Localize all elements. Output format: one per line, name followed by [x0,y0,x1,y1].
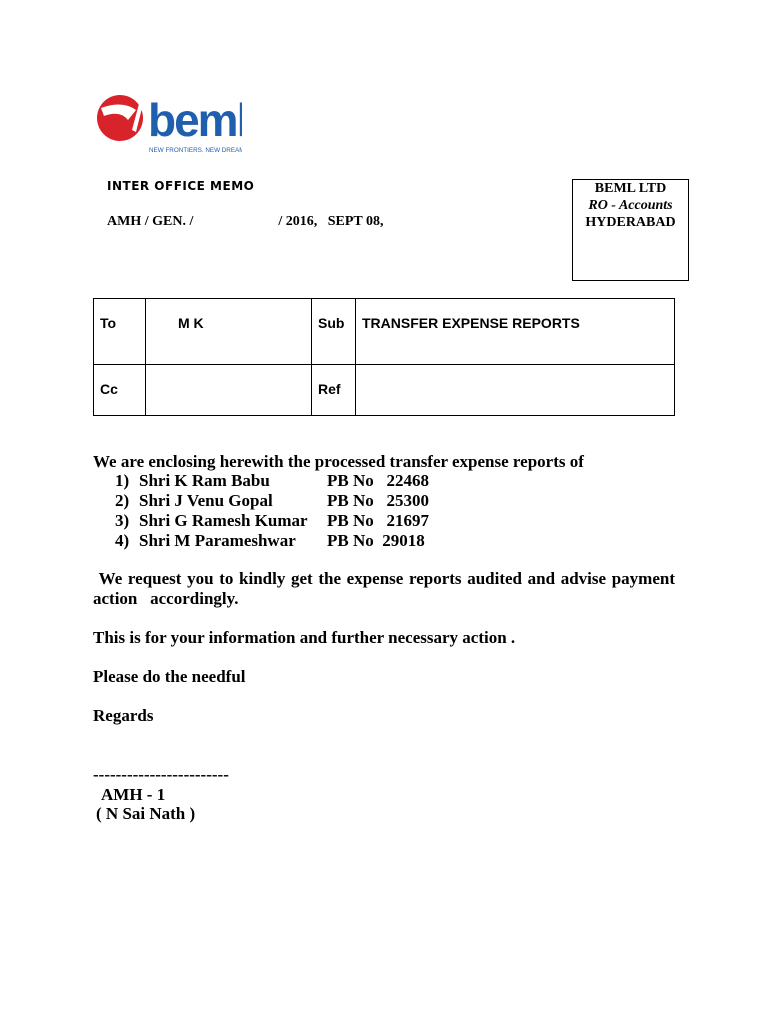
list-number: 2) [115,491,130,510]
list-number: 1) [115,471,130,490]
request-paragraph: We request you to kindly get the expense reports audited and advise payment action accordingly. [93,569,680,608]
org-name: BEML LTD [594,181,667,196]
cc-value [146,365,312,416]
org-department: RO - Accounts [588,198,673,213]
employee-name: Shri K Ram Babu [139,471,270,490]
ref-label: Ref [312,365,356,416]
org-city: HYDERABAD [585,215,676,230]
list-number: 3) [115,511,130,530]
intro-paragraph: We are enclosing herewith the processed transfer expense reports of [93,452,584,471]
needful-line: Please do the needful [93,667,246,686]
organization-box [572,179,689,281]
sub-value: TRANSFER EXPENSE REPORTS [356,299,675,365]
signatory-name: ( N Sai Nath ) [96,804,196,823]
employee-name: Shri G Ramesh Kumar [139,511,308,530]
sub-label: Sub [312,299,356,365]
memo-title: INTER OFFICE MEMO [107,179,255,193]
to-value: M K [146,299,312,365]
signature-line: ------------------------ [93,765,229,784]
signatory-designation: AMH - 1 [101,785,166,804]
logo-wordmark: beml [148,94,242,146]
beml-logo-mark [92,86,242,162]
employee-pb-number: PB No 25300 [327,491,429,510]
employee-name: Shri J Venu Gopal [139,491,273,510]
memo-header-table [93,298,675,416]
cc-label: Cc [94,365,146,416]
to-label: To [94,299,146,365]
info-paragraph: This is for your information and further necessary action . [93,628,516,647]
employee-pb-number: PB No 22468 [327,471,429,490]
memo-ref-date: / 2016, SEPT 08, [278,214,384,229]
ref-value [356,365,675,416]
header-row-cc [94,365,675,416]
employee-pb-number: PB No 21697 [327,511,429,530]
memo-reference-line [107,214,384,230]
memo-ref-prefix: AMH / GEN. / [107,214,194,229]
header-row-to [94,299,675,365]
employee-name: Shri M Parameshwar [139,531,296,550]
logo-tagline: NEW FRONTIERS. NEW DREAMS [149,147,242,154]
employee-pb-number: PB No 29018 [327,531,425,550]
list-number: 4) [115,531,130,550]
beml-logo [92,86,242,162]
regards-line: Regards [93,706,154,725]
